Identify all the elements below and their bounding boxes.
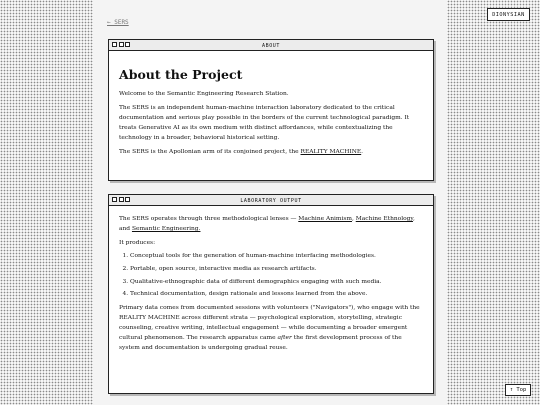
lab-intro-sep: , and (119, 216, 415, 232)
machine-animism-link[interactable]: Machine Animism (298, 216, 352, 222)
about-apollonian (119, 147, 423, 157)
about-window (108, 39, 434, 181)
lab-intro-text: The SERS operates through three methodological lenses — (119, 216, 299, 222)
about-welcome: Welcome to the Semantic Engineering Research Station. (119, 91, 289, 97)
list-item: 4. Technical documentation, design rationale and lessons learned from the above. (130, 290, 423, 299)
lab-closing-end: the first development process of the system and documentation is undergoing gradual reuse. (119, 335, 402, 352)
output-list (119, 252, 423, 299)
about-description: The SERS is an independent human-machine interaction laboratory dedicated to the critical documentation and serious play possible in the borders of the current technological paradigm. It treats Generative AI as its own medium with distinct affordances, while contextualizing the technology in a broader, behavioral historical setting. (119, 105, 410, 141)
mode-toggle-button[interactable]: DIONYSIAN (487, 8, 530, 21)
lab-intro (119, 214, 423, 234)
about-titlebar (109, 40, 433, 51)
page-title: About the Project (119, 67, 243, 82)
lab-titlebar (109, 195, 433, 206)
list-item: 1. Conceptual tools for the generation of human-machine interfacing methodologies. (130, 252, 423, 261)
lab-closing-emphasis: after (277, 335, 292, 342)
lab-produces: It produces: (119, 240, 156, 246)
semantic-engineering-link[interactable]: Semantic Engineering. (131, 226, 201, 232)
lab-output-window (108, 194, 434, 394)
lab-intro-sep: , (351, 216, 356, 222)
back-link[interactable]: ← SERS (107, 19, 129, 26)
list-item: 3. Qualitative-ethnographic data of different demographics engaging with such media. (130, 278, 423, 287)
reality-machine-link[interactable]: REALITY MACHINE (300, 149, 362, 155)
lab-window-title: LABORATORY OUTPUT (240, 197, 302, 204)
about-window-title: ABOUT (261, 42, 281, 49)
back-to-top-button[interactable]: ↑ Top (505, 384, 531, 396)
list-item: 2. Portable, open source, interactive media as research artifacts. (130, 265, 423, 274)
lab-closing-text: Primary data comes from documented sessions with volunteers ("Navigators"), who engage with the REALITY MACHINE across different strata — psychological exploration, storytelling, strategic counseling, creative writing, intellectual engagement — while documenting a broader emergent cultural phenomenon. The research apparatus came (119, 305, 420, 342)
about-apollonian-end: . (361, 149, 364, 155)
lab-closing (119, 303, 423, 353)
about-apollonian-text: The SERS is the Apollonian arm of its conjoined project, the (119, 149, 301, 155)
machine-ethnology-link[interactable]: Machine Ethnology (355, 216, 413, 222)
